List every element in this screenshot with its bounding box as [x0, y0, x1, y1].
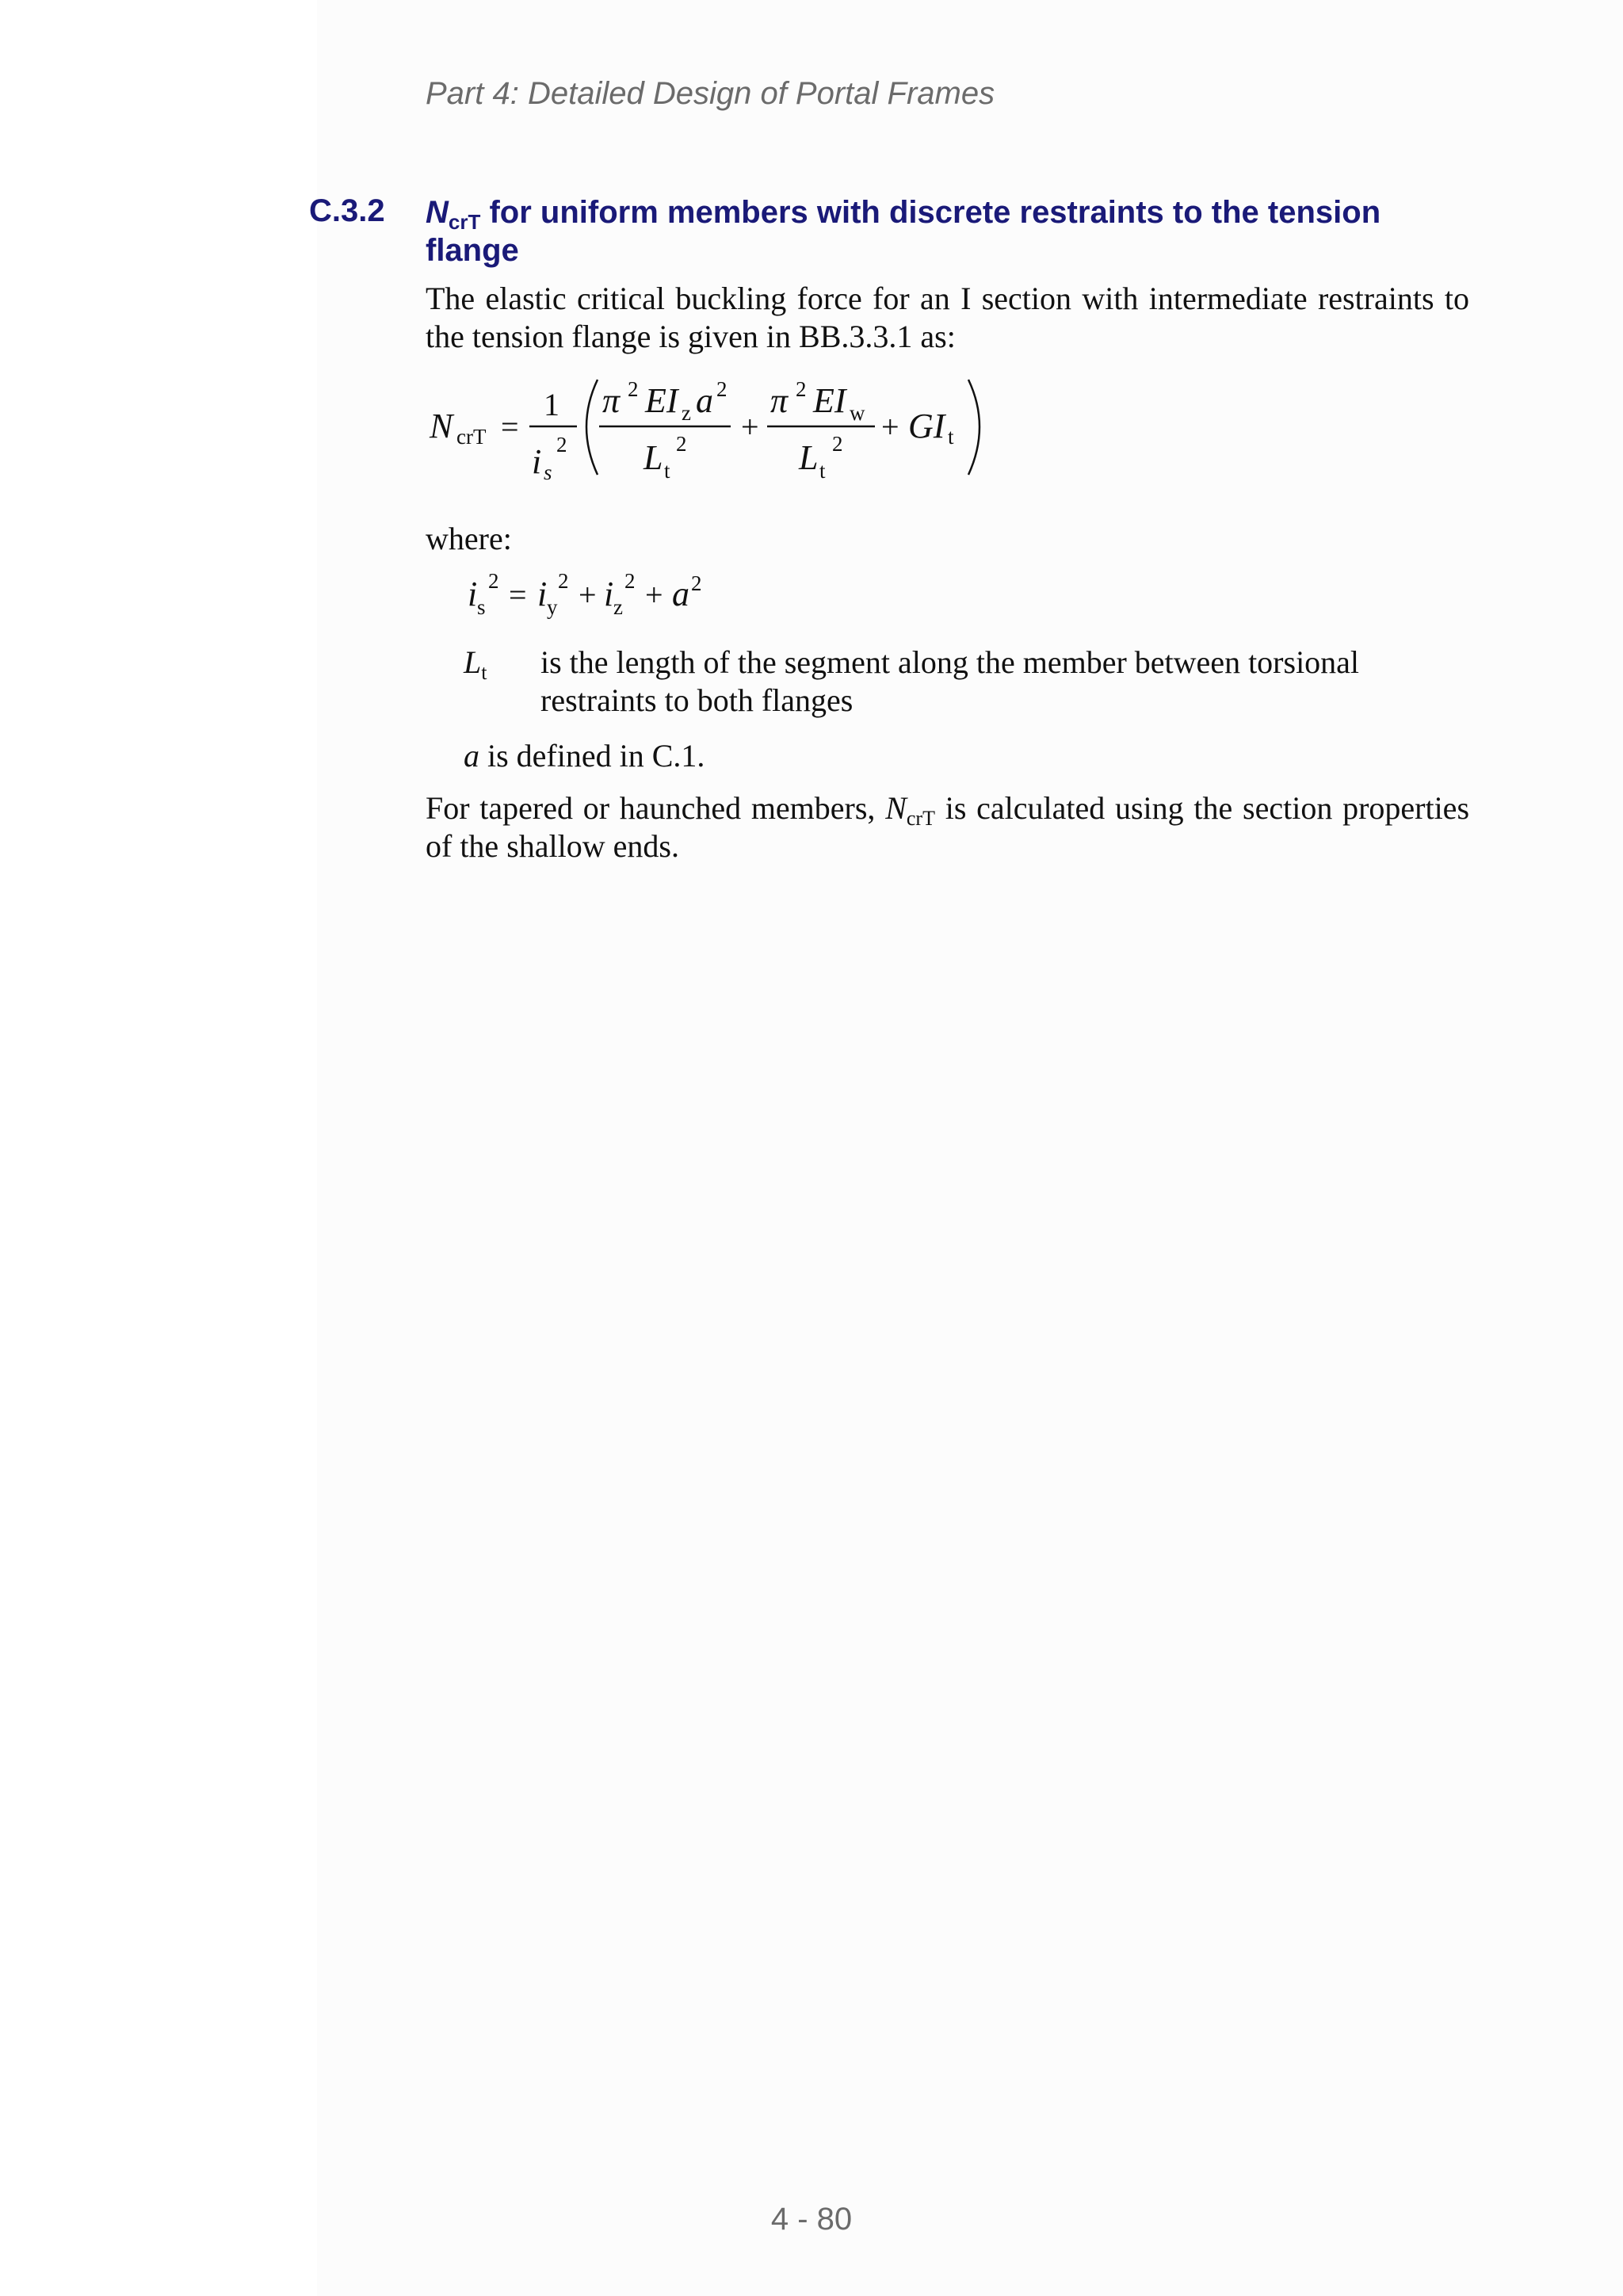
eq-lhs-sub: crT: [456, 425, 487, 449]
eq-lt-2-sq: 2: [832, 432, 843, 456]
eq-i: i: [532, 442, 542, 481]
eq-i-sub-s: s: [544, 460, 552, 484]
eq2-plus-2: +: [645, 577, 663, 613]
where-label: where:: [426, 521, 512, 556]
eq-one: 1: [544, 387, 559, 422]
eq-gi-sub: t: [948, 425, 954, 449]
eq2-iz-sub: z: [613, 595, 623, 619]
eq-lt-2-sub: t: [819, 459, 826, 483]
eq-lt-2: L: [799, 438, 819, 477]
eq-a-sq: 2: [716, 377, 727, 401]
lt-definition: is the length of the segment along the member between torsional restraints to both flanges: [540, 644, 1360, 718]
a-definition-line: [464, 737, 705, 774]
intro-paragraph: The elastic critical buckling force for an I section with intermediate restraints to the tension flange is given in BB.3.3.1 as:: [426, 281, 1469, 354]
eq-pi-1: π: [602, 381, 621, 420]
eq2-iy-sub: y: [547, 595, 558, 619]
heading-text: for uniform members with discrete restraints to the tension flange: [426, 195, 1381, 268]
eq-gi: GI: [908, 407, 945, 445]
tapered-pre: For tapered or haunched members,: [426, 790, 886, 826]
eq-pi-2-sq: 2: [796, 377, 807, 401]
lt-subscript: t: [481, 661, 487, 684]
tapered-symbol: N: [885, 790, 907, 826]
eq-pi-1-sq: 2: [628, 377, 639, 401]
lt-symbol: L: [464, 644, 482, 680]
eq-ei-2-sub: w: [850, 401, 865, 425]
eq2-iz: i: [604, 575, 614, 613]
eq2-iy: i: [537, 575, 548, 613]
lt-term: [464, 644, 487, 684]
eq2-is: i: [468, 575, 478, 613]
section-heading: [426, 193, 1472, 269]
eq-lhs-n: N: [430, 407, 453, 445]
heading-symbol: N: [426, 195, 449, 230]
eq-ei-2: EI: [813, 381, 846, 420]
section-number: C.3.2: [309, 193, 385, 228]
page-number: 4 - 80: [770, 2202, 853, 2237]
eq2-iy-sq: 2: [558, 569, 569, 593]
tapered-post: is calculated using the section properties of the shallow ends.: [426, 790, 1470, 864]
a-definition: is defined in C.1.: [487, 738, 705, 774]
heading-symbol-subscript: crT: [448, 210, 481, 234]
eq-ei-1-sub: z: [682, 401, 691, 425]
eq-lt-1-sub: t: [664, 459, 670, 483]
eq2-iz-sq: 2: [624, 569, 636, 593]
eq-pi-2: π: [770, 381, 789, 420]
eq-plus-1: +: [741, 409, 759, 445]
eq-a: a: [696, 381, 713, 420]
tapered-paragraph: [426, 789, 1469, 865]
eq2-plus-1: +: [579, 577, 597, 613]
eq2-is-sq: 2: [488, 569, 499, 593]
eq-equals: =: [501, 409, 519, 445]
eq-i-sq: 2: [556, 433, 567, 457]
eq-lt-1-sq: 2: [676, 432, 687, 456]
tapered-subscript: crT: [906, 807, 935, 830]
eq2-a: a: [672, 575, 689, 613]
eq-ei-1: EI: [645, 381, 678, 420]
eq-plus-2: +: [881, 409, 899, 445]
eq2-a-sq: 2: [691, 571, 702, 595]
eq2-is-sub: s: [477, 595, 486, 619]
eq2-equals: =: [509, 577, 527, 613]
eq-lt-1: L: [643, 438, 663, 477]
running-header: Part 4: Detailed Design of Portal Frames: [426, 76, 995, 111]
a-symbol: a: [464, 738, 479, 774]
